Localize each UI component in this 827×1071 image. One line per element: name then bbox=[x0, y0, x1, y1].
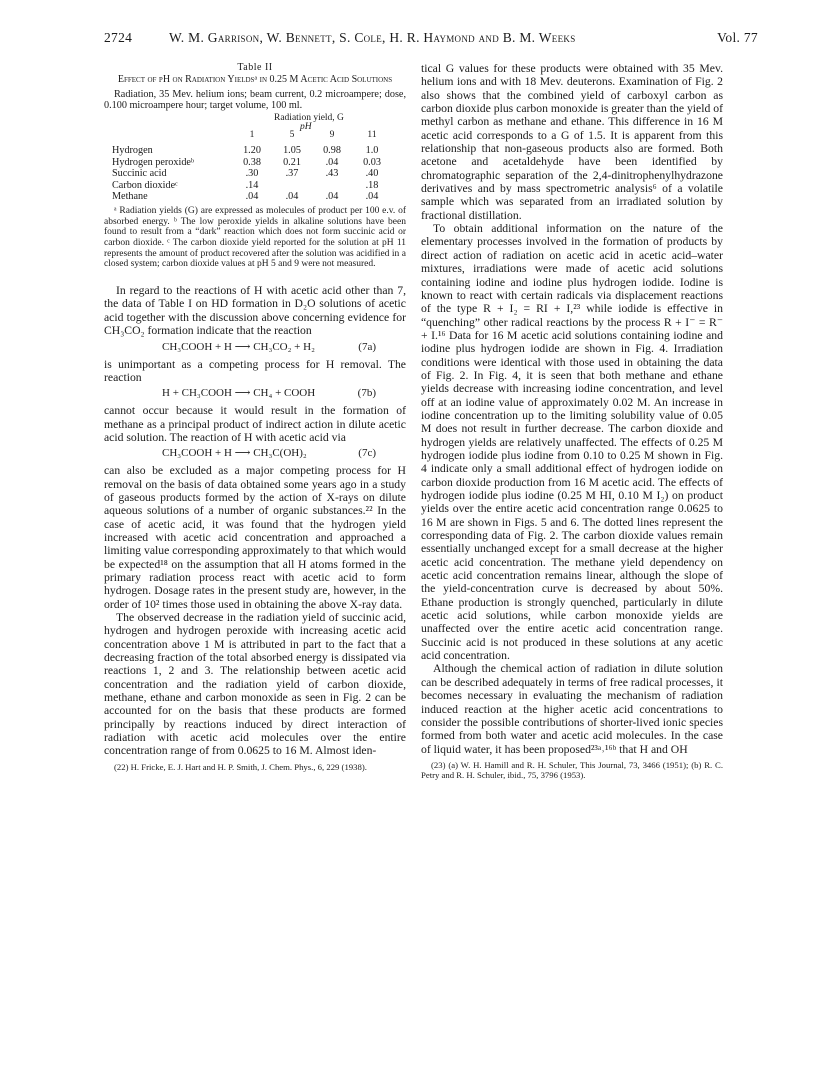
table-row bbox=[112, 157, 392, 169]
table-row bbox=[112, 191, 392, 203]
ph-value: 11 bbox=[367, 130, 377, 141]
reference-22: (22) H. Fricke, E. J. Hart and H. P. Smith, J. Chem. Phys., 6, 229 (1938). bbox=[114, 761, 367, 772]
equation-number: (7a) bbox=[358, 340, 376, 353]
table-cell: .14 bbox=[245, 179, 259, 191]
equation-number: (7c) bbox=[358, 447, 376, 460]
paragraph: can also be excluded as a major competing process for H removal on the basis of data obtained some years ago in a study of gaseous products formed by the action of X-rays on dilute aqueous solutions of a number of organic substances.²² In the case of acetic acid, it was found that the hydrogen yield increased with acetic acid concentration and approached a limiting value corresponding approximately to that which would be expected¹⁸ on the assumption that all H atoms formed in the primary radiation process react with acetic acid to form hydrogen. Dosage rates in the present study are, however, in the order of 10² times those used in obtaining the above X-ray data. bbox=[104, 464, 406, 611]
paragraph: cannot occur because it would result in the formation of methane as a principal product of indirect action in dilute acetic acid solution. The reaction of H with acetic acid via bbox=[104, 404, 406, 444]
equation-7c bbox=[104, 444, 406, 464]
table-conditions: Radiation, 35 Mev. helium ions; beam current, 0.2 microampere; dose, 0.100 microampere hour; target volume, 100 ml. bbox=[104, 89, 406, 112]
yield-header: Radiation yield, G bbox=[274, 113, 344, 124]
equation-text: CH₃COOH + H ⟶ CH₃C(OH)₂ bbox=[162, 447, 307, 460]
left-column bbox=[104, 62, 406, 772]
table-cell: .30 bbox=[245, 168, 259, 180]
row-label: Hydrogen bbox=[112, 145, 153, 157]
row-label: Succinic acid bbox=[112, 168, 167, 180]
equation-text: H + CH₃COOH ⟶ CH₄ + COOH bbox=[162, 387, 316, 400]
table-cell bbox=[272, 180, 312, 192]
paragraph: tical G values for these products were obtained with 35 Mev. helium ions and with 18 Mev. deuterons. Examination of Fig. 2 also shows that the combined yield of carboxyl carbon as carbon dioxide plus carbon monoxide is greater than the yield of methyl carbon as methane and ethane. This difference in 16 M acetic acid corresponds to a G of 1.5. It is apparent from this relationship that non-gaseous products also are formed. Both acetone and acetaldehyde have been identified by chromatographic separation of the 2,4-dinitrophenylhydrazone derivatives and by mass spectrometric analysis⁶ of a volatile sample which was separated from an irradiated solution by fractional distillation. bbox=[421, 62, 723, 222]
table-cell: .18 bbox=[365, 179, 379, 191]
row-label: Hydrogen peroxideᵇ bbox=[112, 156, 195, 168]
ph-header: pH bbox=[300, 122, 312, 133]
ph-value: 9 bbox=[329, 130, 335, 141]
table-caption: Effect of pH on Radiation Yieldsᵃ in 0.25 M Acetic Acid Solutions bbox=[117, 74, 393, 85]
equation-number: (7b) bbox=[357, 387, 376, 400]
row-label: Methane bbox=[112, 191, 148, 203]
table-row bbox=[112, 180, 392, 192]
paragraph: is unimportant as a competing process for H removal. The reaction bbox=[104, 357, 406, 384]
table-cell: .37 bbox=[285, 168, 299, 180]
table-footnotes: ᵃ Radiation yields (G) are expressed as molecules of product per 100 e.v. of absorbed energy. ᵇ The low peroxide yields in alkaline solutions have been found to result from a “dark” reaction which does not form succinic acid or carbon dioxide. ᶜ The carbon dioxide yield reported for the solution at pH 11 represents the amount of product recovered after the solution was acidified in a closed system; carbon dioxide values at pH 5 and 9 were not measured. bbox=[104, 205, 406, 270]
equation-7a bbox=[104, 338, 406, 358]
table-number: Table II bbox=[237, 62, 273, 73]
table-cell: .04 bbox=[325, 191, 339, 203]
table-cell: .43 bbox=[325, 168, 339, 180]
table-cell: .04 bbox=[365, 191, 379, 203]
paragraph: To obtain additional information on the nature of the elementary processes involved in the formation of products by direct action of radiation on acetic acid in acetic acid–water mixtures, irradiations were made of acetic acid solutions containing iodine and iodine plus hydrogen iodide. Iodine is known to react with certain radicals via displacement reactions of the type R + I₂ = RI + I,²³ while iodide is effective in “quenching” other radical reactions by the process R + I⁻ = R⁻ + I.¹⁶ Data for 16 M acetic acid solutions containing iodine and iodine plus hydrogen iodide are shown in Fig. 4. Irradiation conditions were identical with those used in obtaining the data of Fig. 2. In Fig. 4, it is seen that both methane and ethane yields decrease with increasing iodine concentration, and level off at an iodine value of approximately 0.02 M. An increase in iodine concentration up to the limiting solubility value of 0.05 M does not result in further decrease. The carbon dioxide and hydrogen yields are relatively unaffected. The effects of 0.25 M hydrogen iodide plus iodine from 0.10 to 0.25 M shown in Fig. 4 indicate only a small additional effect of hydrogen iodide on carbon dioxide production from 16 M acetic acid. The effects of hydrogen iodide plus iodine (0.25 M HI, 0.10 M I₂) on product yields over the entire acetic acid concentration range 0.0625 to 16 M are shown in Figs. 5 and 6. The dotted lines represent the corresponding data of Fig. 2. The carbon dioxide values remain essentially unchanged except for a small decrease at the higher acetic acid concentration. The methane yield dependency on acetic acid concentration remains linear, although the slope of the yield-concentration curve is decreased by about 50%. Ethane production is strongly quenched, particularly in dilute acetic acid solutions, while carbon monoxide yields are unaffected over the entire acetic acid concentration range. Succinic acid is not produced in these solutions at any acetic acid concentration. bbox=[421, 222, 723, 663]
paragraph: The observed decrease in the radiation yield of succinic acid, hydrogen and hydrogen peroxide with increasing acetic acid concentration above 1 M is attributed in part to the fact that a decreasing fraction of the total absorbed energy is dissipated via reactions 1, 2 and 3. The relationship between acetic acid concentration and the radiation yield of carbon dioxide, methane, ethane and carbon monoxide as seen in Fig. 2 can be accounted for on the basis that these products are formed principally by reactions induced by direct interaction of radiation with acetic acid molecules over the entire concentration range of from 0.0625 to 16 M. Almost iden- bbox=[104, 611, 406, 758]
footnote-references bbox=[421, 760, 723, 781]
ph-value: 1 bbox=[249, 130, 255, 141]
table-cell: .04 bbox=[245, 191, 259, 203]
table-cell: .04 bbox=[285, 191, 299, 203]
page-number: 2724 bbox=[104, 30, 133, 45]
ph-value: 5 bbox=[289, 130, 295, 141]
table-cell bbox=[312, 180, 352, 192]
table-cell: 1.05 bbox=[283, 145, 301, 157]
table-cell: 0.98 bbox=[323, 145, 341, 157]
table-cell: .40 bbox=[365, 168, 379, 180]
table-cell: 0.03 bbox=[363, 156, 381, 168]
volume-number: Vol. 77 bbox=[717, 30, 758, 45]
table-column-header bbox=[104, 111, 406, 145]
table-cell: 1.20 bbox=[243, 145, 261, 157]
footnote-references bbox=[104, 762, 406, 773]
right-column bbox=[421, 62, 723, 781]
row-label: Carbon dioxideᶜ bbox=[112, 179, 178, 191]
table-row bbox=[112, 168, 392, 180]
table-cell: .04 bbox=[325, 156, 339, 168]
table-cell: 1.0 bbox=[365, 145, 379, 157]
running-header bbox=[104, 30, 758, 48]
equation-text: CH₃COOH + H ⟶ CH₃CO₂ + H₂ bbox=[162, 340, 315, 353]
table-cell: 0.21 bbox=[283, 156, 301, 168]
yield-table bbox=[112, 145, 392, 203]
table-row bbox=[112, 145, 392, 157]
author-line: W. M. Garrison, W. Bennett, S. Cole, H. R. Haymond and B. M. Weeks bbox=[169, 30, 576, 45]
paragraph: Although the chemical action of radiation in dilute solution can be described adequately in terms of free radical processes, it becomes necessary in evaluating the mechanism of radiation induced reaction at the higher acetic acid concentrations to consider the possible contributions of shorter-lived ionic species formed from both water and acetic acid molecules. In the case of liquid water, it has been proposed²³ᵃ˒¹⁶ᵇ that H and OH bbox=[421, 662, 723, 756]
table-cell: 0.38 bbox=[243, 156, 261, 168]
equation-7b bbox=[104, 384, 406, 404]
reference-23: (23) (a) W. H. Hamill and R. H. Schuler, This Journal, 73, 3466 (1951); (b) R. C. Petry and R. H. Schuler, ibid., 75, 3796 (1953). bbox=[421, 759, 723, 781]
paragraph: In regard to the reactions of H with acetic acid other than 7, the data of Table I on HD formation in D₂O solutions of acetic acid together with the discussion above concerning evidence for CH₃CO₂ formation indicate that the reaction bbox=[104, 284, 406, 338]
